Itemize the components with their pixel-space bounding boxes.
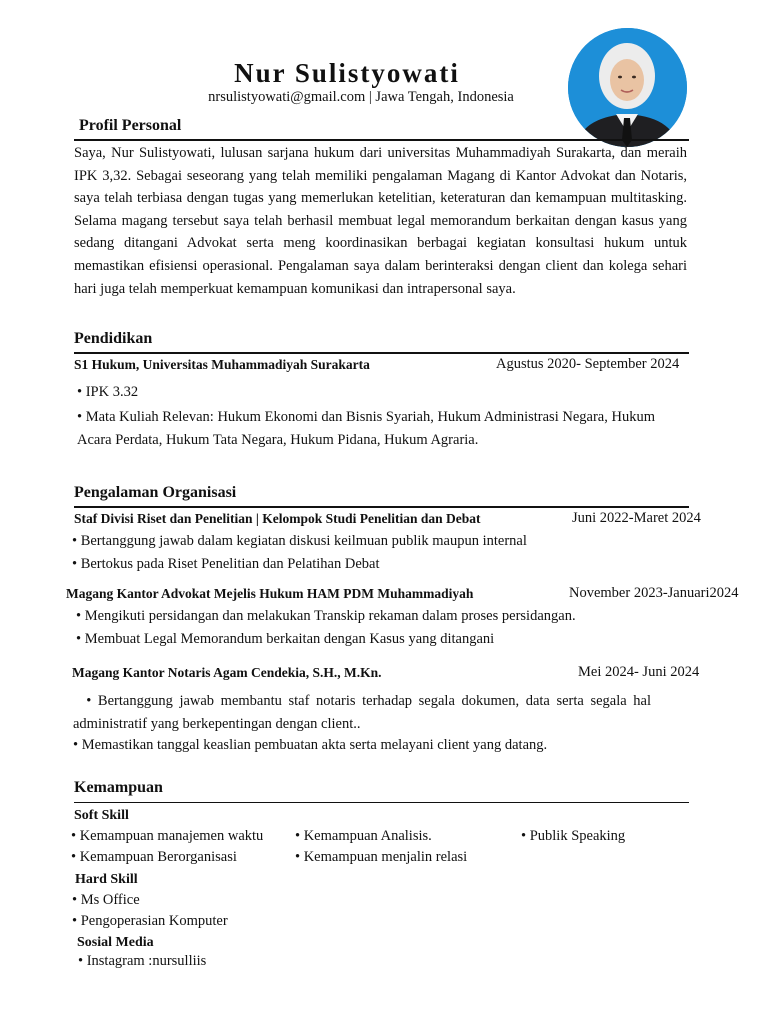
social-media-title: Sosial Media xyxy=(77,935,154,950)
soft-skill-item: • Kemampuan menjalin relasi xyxy=(295,849,468,865)
section-divider xyxy=(74,139,689,141)
profile-photo-illustration xyxy=(568,28,687,147)
education-date: Agustus 2020- September 2024 xyxy=(496,356,680,372)
org-entry-bullet: • Memastikan tanggal keaslian pembuatan akta serta melayani client yang datang. xyxy=(73,737,548,753)
education-bullet: • IPK 3.32 xyxy=(77,384,139,400)
resume-name: Nur Sulistyowati xyxy=(234,58,460,88)
org-entry-bullet: • Bertanggung jawab dalam kegiatan diskusi keilmuan publik maupun internal xyxy=(72,533,527,549)
hard-skill-item: • Ms Office xyxy=(72,892,140,908)
org-entry-date: November 2023-Januari2024 xyxy=(569,585,739,601)
profile-photo xyxy=(568,28,687,147)
soft-skill-title: Soft Skill xyxy=(74,808,129,823)
contact-info: nrsulistyowati@gmail.com | Jawa Tengah, Indonesia xyxy=(208,89,514,105)
section-divider xyxy=(74,802,689,803)
education-bullet: • Mata Kuliah Relevan: Hukum Ekonomi dan Bisnis Syariah, Hukum Administrasi Negara, Hukum Acara Perdata, Hukum Tata Negara, Hukum Pidana, Hukum Agraria. xyxy=(77,409,655,448)
org-entry-date: Juni 2022-Maret 2024 xyxy=(572,510,701,526)
org-entry-bullet: • Bertokus pada Riset Penelitian dan Pelatihan Debat xyxy=(72,556,380,572)
social-media-item: • Instagram :nursulliis xyxy=(78,953,207,969)
hard-skill-title: Hard Skill xyxy=(75,872,138,887)
hard-skill-item: • Pengoperasian Komputer xyxy=(72,913,228,929)
org-entry-date: Mei 2024- Juni 2024 xyxy=(578,664,700,680)
section-divider xyxy=(74,506,689,508)
org-entry-role: Magang Kantor Notaris Agam Cendekia, S.H., M.Kn. xyxy=(72,665,382,680)
education-degree: S1 Hukum, Universitas Muhammadiyah Surakarta xyxy=(74,357,370,372)
section-title-skills: Kemampuan xyxy=(74,779,163,796)
section-title-profile: Profil Personal xyxy=(79,117,182,134)
soft-skill-item: • Kemampuan Berorganisasi xyxy=(71,849,237,865)
profile-summary: Saya, Nur Sulistyowati, lulusan sarjana hukum dari universitas Muhammadiyah Surakarta, dan meraih IPK 3,32. Sebagai seseorang yang telah memiliki pengalaman Magang di Kantor Advokat dan Notaris, saya telah terbiasa dengan tugas yang memerlukan ketelitian, keteraturan dan kemampuan multitasking. Selama magang tersebut saya telah berhasil membuat legal memorandum berkaitan dengan kasus yang sedang ditangani Advokat serta meng koordinasikan berbagai kegiatan konsultasi hukum untuk memastikan efisiensi operasional. Pengalaman saya dalam berinteraksi dengan client dan kolega sehari hari juga telah memperkuat kemampuan komunikasi dan intrapersonal saya. xyxy=(74,145,687,297)
section-title-organization: Pengalaman Organisasi xyxy=(74,484,237,501)
section-divider xyxy=(74,352,689,354)
org-entry-bullet: • Membuat Legal Memorandum berkaitan dengan Kasus yang ditangani xyxy=(76,631,495,647)
org-entry-role: Staf Divisi Riset dan Penelitian | Kelompok Studi Penelitian dan Debat xyxy=(74,511,481,526)
section-title-education: Pendidikan xyxy=(74,330,153,347)
soft-skill-item: • Kemampuan manajemen waktu xyxy=(71,828,264,844)
org-entry-bullet: • Bertanggung jawab membantu staf notaris terhadap segala dokumen, data serta segala hal administratif yang berkepentingan dengan client.. xyxy=(73,693,655,732)
org-entry-role: Magang Kantor Advokat Mejelis Hukum HAM PDM Muhammadiyah xyxy=(66,586,474,601)
soft-skill-item: • Publik Speaking xyxy=(521,828,626,844)
org-entry-bullet: • Mengikuti persidangan dan melakukan Transkip rekaman dalam proses persidangan. xyxy=(76,608,576,624)
soft-skill-item: • Kemampuan Analisis. xyxy=(295,828,432,844)
